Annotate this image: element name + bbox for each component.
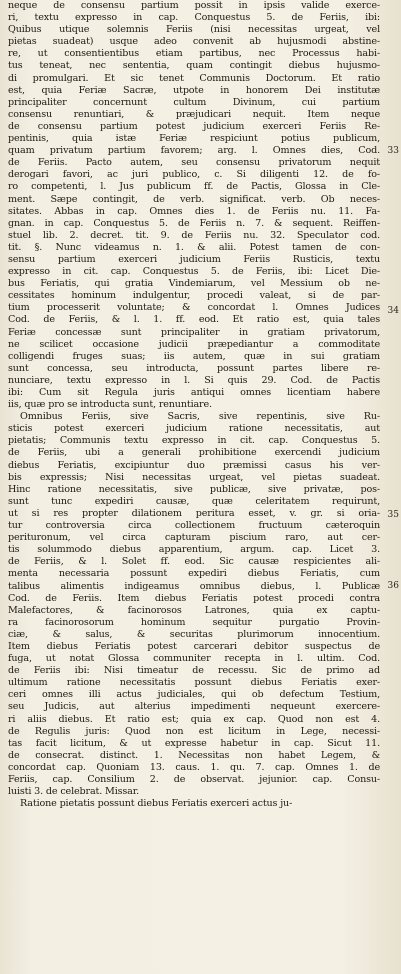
text-line: est, quia Feriæ Sacræ, utpote in honorem Dei institutæ xyxy=(8,84,380,96)
text-line: di promulgari. Et sic tenet Communis Doctorum. Et ratio xyxy=(8,72,380,84)
text-line: tium processerit voluntate; & concordat l. Omnes Judices xyxy=(8,302,380,314)
text-line: perituronum, vel circa capturam piscium raro, aut cer- xyxy=(8,532,380,544)
text-line: seu Judicis, aut alterius impedimenti nequeunt exercere- xyxy=(8,701,380,713)
text-line: talibus alimentis indigeamus omnibus diebus, l. Publicæ xyxy=(8,580,380,592)
text-line: ciæ, & salus, & securitas plurimorum innocentium. xyxy=(8,628,380,640)
text-line: concordat cap. Quoniam 13. caus. 1. qu. 7. cap. Omnes 1. de xyxy=(8,761,380,773)
margin-number: 34 xyxy=(387,306,399,316)
text-line: iis, quæ pro se introducta sunt, renuntiare. xyxy=(8,399,212,411)
text-line: Feriis, cap. Consilium 2. de observat. jejunior. cap. Consu- xyxy=(8,774,380,785)
text-line: pietas suadeat) usque adeo convenit ab hujusmodi abstine- xyxy=(8,36,380,48)
text-line: sticis potest exerceri judicium ratione necessitatis, aut xyxy=(8,423,380,435)
text-line: de consecrat. distinct. 1. Necessitas non habet Legem, & xyxy=(8,749,380,761)
text-line: tit. §. Nunc videamus n. 1. & alii. Potest tamen de con- xyxy=(8,241,380,253)
text-line: sunt concessa, seu introducta, possunt partes libere re- xyxy=(8,362,380,374)
text-line: quam privatum partium favorem; arg. l. Omnes dies, Cod. xyxy=(8,145,380,157)
text-line: tas facit licitum, & ut expresse habetur in cap. Sicut 11. xyxy=(8,737,380,749)
text-line: gnan. in cap. Conquestus 5. de Feriis n. 7. & sequent. Reiffen- xyxy=(8,217,380,229)
text-line: Ratione pietatis possunt diebus Feriatis exerceri actus ju- xyxy=(20,798,293,810)
text-line: expresso in cit. cap. Conquestus 5. de Feriis, ibi: Licet Die- xyxy=(8,266,380,278)
text-line: Quibus utique solemnis Feriis (nisi necessitas urgeat, vel xyxy=(8,24,380,36)
text-line: derogari favori, ac juri publico, c. Si diligenti 12. de fo- xyxy=(8,169,380,181)
text-line: Item diebus Feriatis potest carcerari debitor suspectus de xyxy=(8,640,380,652)
text-line: de Feriis, & l. Solet ff. eod. Sic causæ respicientes ali- xyxy=(8,556,380,568)
text-line: bis expressis; Nisi necessitas urgeat, vel pietas suadeat. xyxy=(8,471,380,483)
text-line: pietatis; Communis textu expresso in cit. cap. Conquestus 5. xyxy=(8,435,380,447)
text-line: ibi: Cum sit Regula juris antiqui omnes licentiam habere xyxy=(8,387,380,398)
body-text xyxy=(8,0,380,810)
text-line: de consensu partium potest judicium exerceri Feriis Re- xyxy=(8,120,380,132)
margin-number: 35 xyxy=(387,510,399,520)
text-line: cessitates hominum indulgentur, procedi valeat, si de par- xyxy=(8,290,380,302)
text-line: de Regulis juris: Quod non est licitum in Lege, necessi- xyxy=(8,725,380,737)
text-line: ment. Sæpe contingit, de verb. significat. verb. Ob neces- xyxy=(8,193,380,205)
text-line: ut si res propter dilationem peritura esset, v. gr. si oria- xyxy=(8,507,380,519)
text-line: nunciare, textu expresso in l. Si quis 29. Cod. de Pactis xyxy=(8,374,380,386)
text-line: sitates. Abbas in cap. Omnes dies 1. de Feriis nu. 11. Fa- xyxy=(8,205,380,217)
margin-number: 33 xyxy=(387,146,399,156)
text-line: pentinis, quia istæ Feriæ respiciunt potius publicum, xyxy=(8,133,380,145)
text-line: menta necessaria possunt expediri diebus Feriatis, cum xyxy=(8,568,380,580)
text-line: Omnibus Feriis, sive Sacris, sive repentinis, sive Ru- xyxy=(20,411,380,423)
text-line: Cod. de Feriis, & l. 1. ff. eod. Et ratio est, quia tales xyxy=(8,314,380,326)
text-line: ra facinorosorum hominum sequitur purgatio Provin- xyxy=(8,616,380,628)
text-line: tur controversia circa collectionem fructuum cæteroquin xyxy=(8,520,380,532)
text-line: re, ut consentientibus etiam partibus, nec Processus habi- xyxy=(8,48,380,60)
text-line: neque de consensu partium possit in ipsis valide exerce- xyxy=(8,0,380,11)
text-line: ultimum ratione necessitatis possunt diebus Feriatis exer- xyxy=(8,677,380,689)
text-line: bus Feriatis, qui gratia Vindemiarum, vel Messium ob ne- xyxy=(8,278,380,290)
text-line: principaliter concernunt cultum Divinum, cui partium xyxy=(8,96,380,108)
text-line: Malefactores, & facinorosos Latrones, quia ex captu- xyxy=(8,604,380,616)
text-line: Cod. de Feriis. Item diebus Feriatis potest procedi contra xyxy=(8,592,380,604)
text-line: consensu renuntiari, & præjudicari nequit. Item neque xyxy=(8,108,380,120)
margin-number: 36 xyxy=(387,581,399,591)
text-line: luisti 3. de celebrat. Missar. xyxy=(8,786,140,798)
text-line: ne scilicet occasione judicii præpediantur a commoditate xyxy=(8,338,380,350)
text-line: Feriæ concessæ sunt principaliter in gratiam privatorum, xyxy=(8,326,380,338)
text-line: fuga, ut notat Glossa communiter recepta in l. ultim. Cod. xyxy=(8,653,380,665)
text-line: ro competenti, l. Jus publicum ff. de Pactis, Glossa in Cle- xyxy=(8,181,380,193)
text-line: sensu partium exerceri judicium Feriis Rusticis, textu xyxy=(8,253,380,265)
text-line: de Feriis ibi: Nisi timeatur de recessu. Sic de primo ad xyxy=(8,665,380,677)
text-line: de Feriis, ubi a generali prohibitione exercendi judicium xyxy=(8,447,380,459)
text-line: sunt tunc expediri causæ, quæ celeritatem requirunt, xyxy=(8,495,380,507)
text-line: colligendi fruges suas; iis autem, quæ in sui gratiam xyxy=(8,350,380,362)
text-line: tis solummodo diebus apparentium, argum. cap. Licet 3. xyxy=(8,544,380,556)
text-line: de Feriis. Pacto autem, seu consensu privatorum nequit xyxy=(8,157,380,169)
text-line: ri, textu expresso in cap. Conquestus 5. de Feriis, ibi: xyxy=(8,12,380,24)
text-line: ri aliis diebus. Et ratio est; quia ex cap. Quod non est 4. xyxy=(8,713,380,725)
text-line: ceri omnes illi actus judiciales, qui ob defectum Testium, xyxy=(8,689,380,701)
text-line: diebus Feriatis, excipiuntur duo præmissi casus his ver- xyxy=(8,459,380,471)
text-line: Hinc ratione necessitatis, sive publicæ, sive privatæ, pos- xyxy=(8,483,380,495)
text-line: tus teneat, nec sententia, quam contingit diebus hujusmo- xyxy=(8,60,380,72)
text-line: stuel lib. 2. decret. tit. 9. de Feriis nu. 32. Speculator cod. xyxy=(8,229,380,241)
